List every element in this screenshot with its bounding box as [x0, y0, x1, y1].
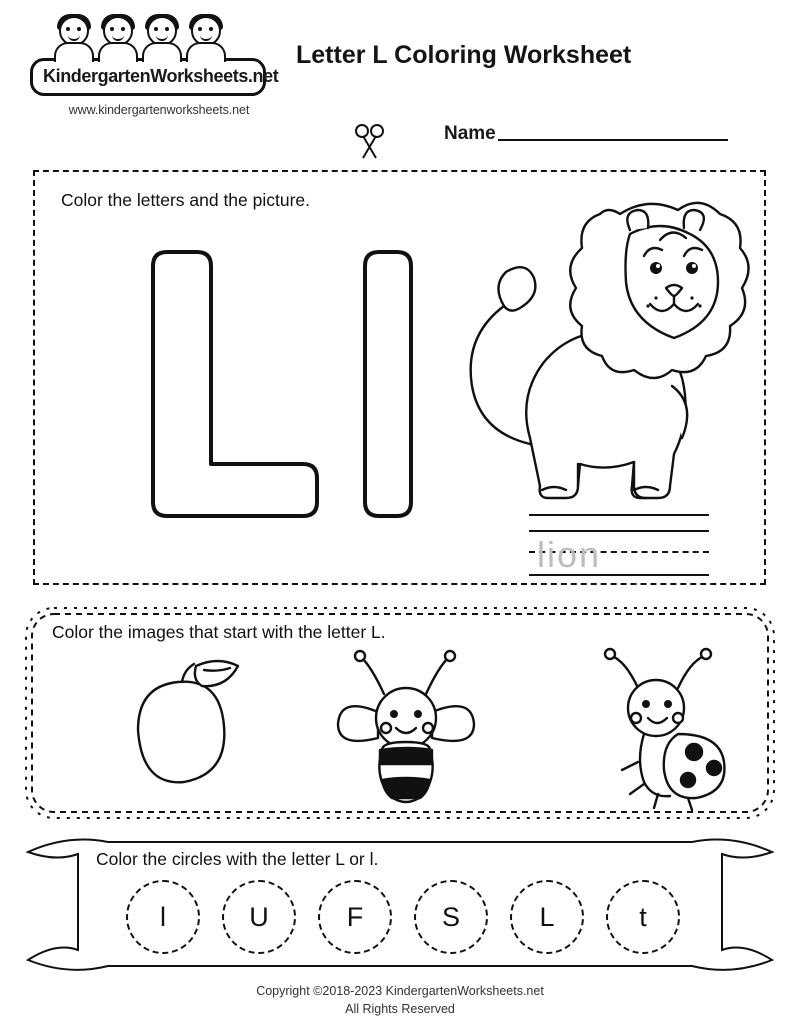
section-color-images: [22, 604, 778, 822]
lion-outline-illustration[interactable]: [434, 186, 754, 516]
section3-instruction: Color the circles with the letter L or l.: [96, 849, 379, 869]
letter-circle[interactable]: F: [318, 880, 392, 954]
kid-figure-icon: [184, 14, 230, 62]
name-field-row: [444, 121, 728, 145]
lemon-outline-image[interactable]: [92, 652, 262, 812]
page-title: Letter L Coloring Worksheet: [296, 41, 632, 69]
letter-circle[interactable]: t: [606, 880, 680, 954]
kids-illustration: [52, 14, 290, 62]
scissors-icon: [350, 122, 390, 162]
logo-wordmark[interactable]: [30, 58, 279, 96]
letter-circles-row: [126, 880, 680, 954]
trace-word-lines[interactable]: [529, 530, 709, 576]
letter-circle[interactable]: U: [222, 880, 296, 954]
big-outline-letters[interactable]: [75, 234, 425, 564]
site-logo[interactable]: [30, 14, 290, 117]
kid-figure-icon: [140, 14, 186, 62]
page-footer: [0, 982, 800, 1020]
trace-word-text: lion: [537, 534, 602, 575]
picture-row: [22, 652, 778, 817]
ladybug-outline-image[interactable]: [582, 642, 752, 812]
section-color-letters: [33, 170, 766, 585]
section2-instruction: Color the images that start with the letter L.: [52, 622, 386, 642]
kid-figure-icon: [52, 14, 98, 62]
name-label: Name: [444, 123, 496, 144]
letter-circle[interactable]: S: [414, 880, 488, 954]
copyright-text: Copyright ©2018-2023 KindergartenWorksheets.net: [256, 983, 544, 998]
rights-text: All Rights Reserved: [345, 1002, 455, 1017]
site-url: www.kindergartenworksheets.net: [68, 103, 250, 117]
page-header: [0, 0, 800, 160]
logo-wordmark-text: KindergartenWorksheets.net: [43, 66, 279, 86]
bee-outline-image[interactable]: [322, 646, 502, 816]
section-color-circles: [22, 828, 778, 976]
kid-figure-icon: [96, 14, 142, 62]
name-input-line[interactable]: [498, 121, 728, 141]
letter-circle[interactable]: L: [510, 880, 584, 954]
letter-circle[interactable]: l: [126, 880, 200, 954]
word-tracing-lines[interactable]: [529, 513, 709, 576]
section1-instruction: Color the letters and the picture.: [61, 190, 311, 210]
